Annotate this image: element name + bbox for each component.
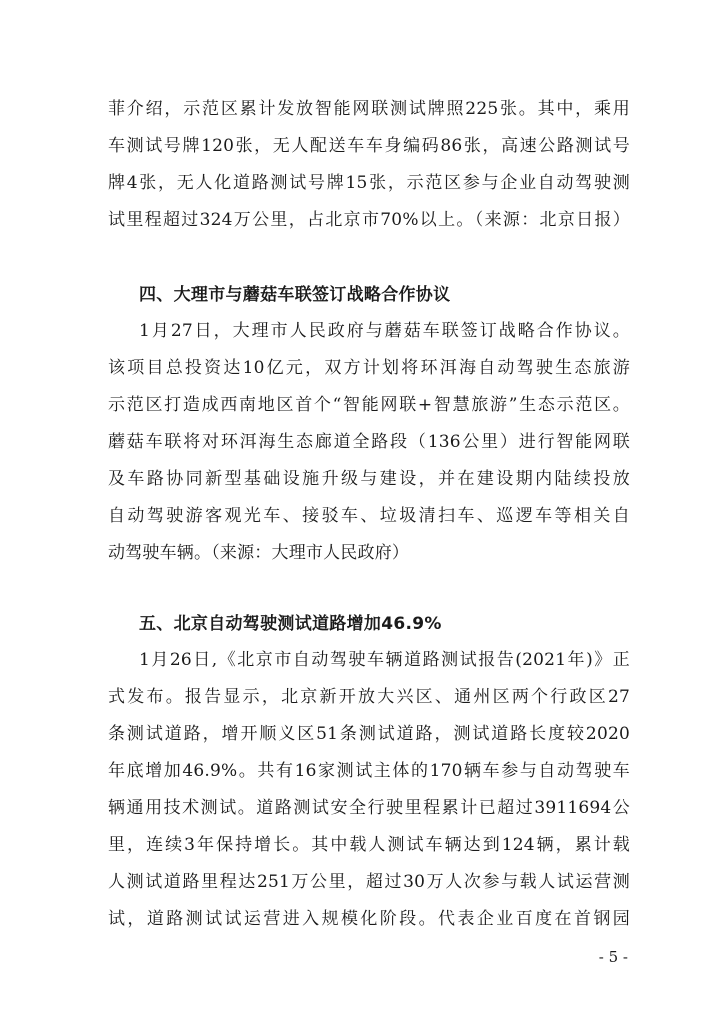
- paragraph-line: 年底增加46.9%。共有16家测试主体的170辆车参与自动驾驶车: [108, 761, 630, 781]
- paragraph-line: 里，连续3年保持增长。其中载人测试车辆达到124辆，累计载: [108, 835, 630, 855]
- paragraph-line: 1月26日,《北京市自动驾驶车辆道路测试报告(2021年)》正: [139, 650, 630, 670]
- paragraph-line: 试，道路测试试运营进入规模化阶段。代表企业百度在首钢园: [108, 909, 630, 929]
- paragraph-line: 该项目总投资达10亿元，双方计划将环洱海自动驾驶生态旅游: [108, 358, 630, 378]
- paragraph-line: 菲介绍，示范区累计发放智能网联测试牌照225张。其中，乘用: [108, 99, 630, 119]
- paragraph-line: 试里程超过324万公里，占北京市70%以上。（来源：北京日报）: [108, 210, 630, 230]
- section-heading: 五、北京自动驾驶测试道路增加46.9%: [139, 614, 442, 634]
- paragraph-line: 牌4张，无人化道路测试号牌15张，示范区参与企业自动驾驶测: [108, 173, 630, 193]
- paragraph-line: 条测试道路，增开顺义区51条测试道路，测试道路长度较2020: [108, 724, 630, 744]
- section-heading: 四、大理市与蘑菇车联签订战略合作协议: [139, 285, 451, 305]
- paragraph-line: 1月27日，大理市人民政府与蘑菇车联签订战略合作协议。: [139, 321, 630, 341]
- paragraph-line: 式发布。报告显示，北京新开放大兴区、通州区两个行政区27: [108, 687, 630, 707]
- paragraph-line: 示范区打造成西南地区首个“智能网联+智慧旅游”生态示范区。: [108, 395, 630, 415]
- paragraph-line: 辆通用技术测试。道路测试安全行驶里程累计已超过3911694公: [108, 798, 630, 818]
- paragraph-line: 及车路协同新型基础设施升级与建设，并在建设期内陆续投放: [108, 469, 630, 489]
- page-number: - 5 -: [598, 948, 628, 966]
- paragraph-line: 蘑菇车联将对环洱海生态廊道全路段（136公里）进行智能网联: [108, 432, 630, 452]
- paragraph-line: 动驾驶车辆。（来源：大理市人民政府）: [108, 543, 410, 563]
- paragraph-line: 车测试号牌120张，无人配送车车身编码86张，高速公路测试号: [108, 136, 630, 156]
- paragraph-line: 自动驾驶游客观光车、接驳车、垃圾清扫车、巡逻车等相关自: [108, 506, 630, 526]
- paragraph-line: 人测试道路里程达251万公里，超过30万人次参与载人试运营测: [108, 872, 630, 892]
